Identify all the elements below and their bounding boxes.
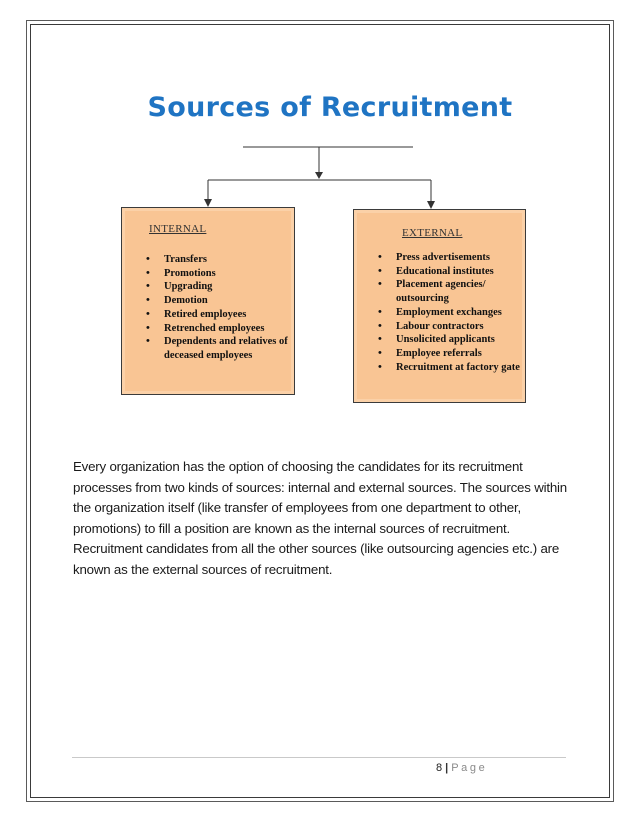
body-paragraph: Every organization has the option of choosing the candidates for its recruitment processes from two kinds of sources: internal and external sources. The sources within the organization itself (like transfer of employees from one department to other, promotions) to fill a position are known as the internal sources of recruitment. Recruitment candidates from all the other sources (like outsourcing agencies etc.) are known as the external sources of recruitment.: [73, 459, 567, 577]
list-item: • Press advertisements: [378, 251, 526, 265]
internal-sources-box: [121, 207, 295, 395]
list-item: • Transfers: [146, 253, 296, 267]
right-arrowhead: [427, 201, 435, 209]
stem-arrowhead: [315, 172, 323, 179]
list-item: • Recruitment at factory gate: [378, 361, 526, 375]
list-item: • Dependents and relatives of deceased employees: [146, 335, 296, 362]
footer-divider: [72, 757, 566, 758]
page-number: 8: [436, 762, 443, 774]
list-item: • Retrenched employees: [146, 322, 296, 336]
list-item: • Educational institutes: [378, 265, 526, 279]
list-item: • Employment exchanges: [378, 306, 526, 320]
internal-heading: INTERNAL: [149, 223, 207, 235]
list-item: • Employee referrals: [378, 347, 526, 361]
page-footer: [436, 762, 487, 774]
internal-list: [146, 253, 296, 363]
list-item: • Labour contractors: [378, 320, 526, 334]
footer-separator: |: [445, 762, 449, 774]
external-list: [378, 251, 526, 374]
left-arrowhead: [204, 199, 212, 207]
list-item: • Placement agencies/ outsourcing: [378, 278, 526, 305]
external-sources-box: [353, 209, 526, 403]
list-item: • Demotion: [146, 294, 296, 308]
list-item: • Unsolicited applicants: [378, 333, 526, 347]
external-heading: EXTERNAL: [402, 227, 463, 239]
list-item: • Promotions: [146, 267, 296, 281]
page-title: Sources of Recruitment: [147, 92, 513, 123]
page-label: Page: [451, 762, 488, 774]
list-item: • Upgrading: [146, 280, 296, 294]
list-item: • Retired employees: [146, 308, 296, 322]
